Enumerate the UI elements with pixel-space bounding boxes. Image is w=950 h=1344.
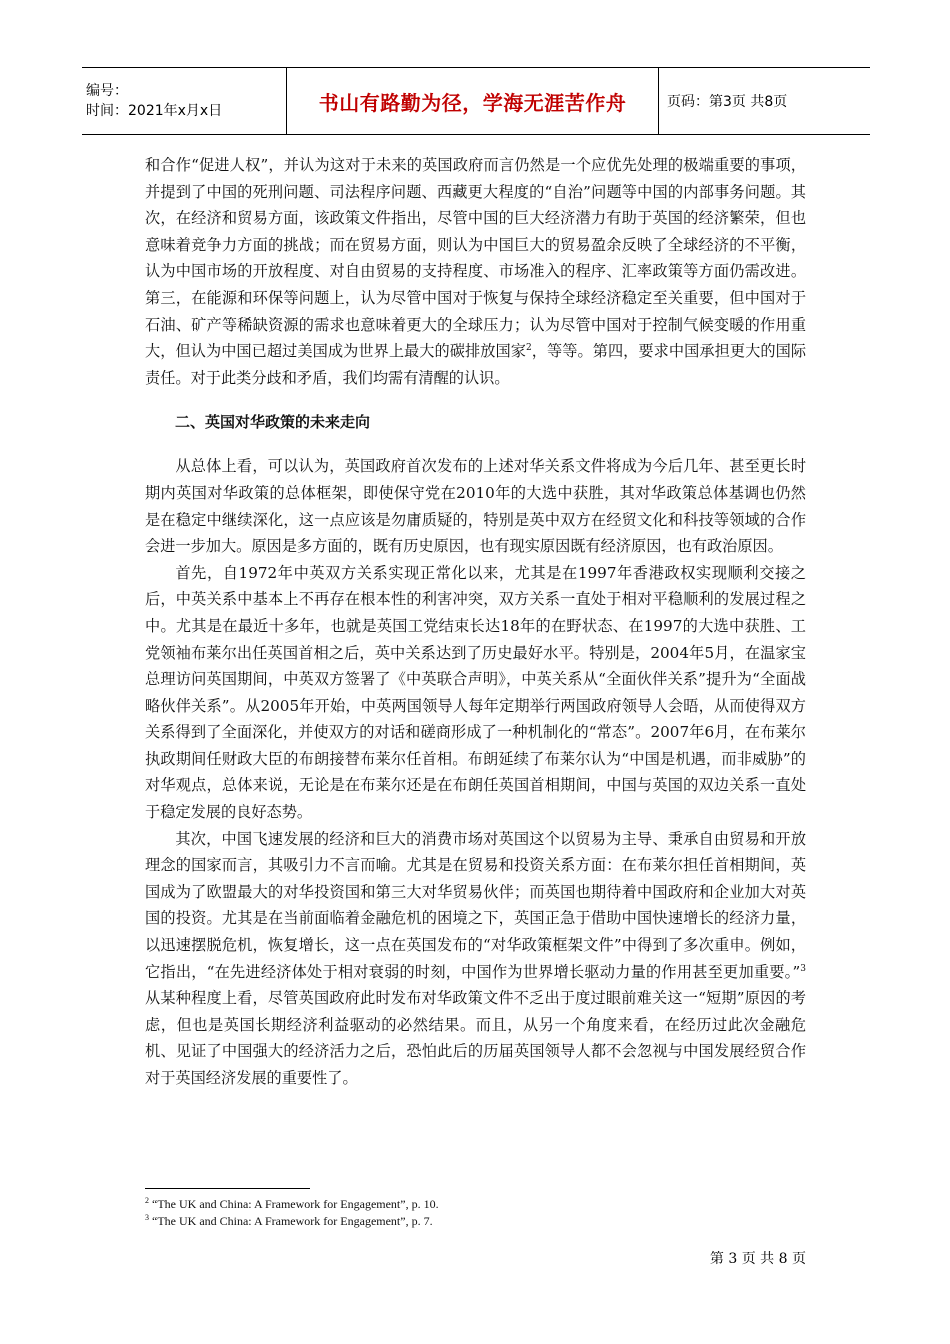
header-meta xyxy=(82,68,287,135)
footnote-mark: 3 xyxy=(145,1213,149,1222)
header-motto: 书山有路勤为径，学海无涯苦作舟 xyxy=(318,90,627,115)
header-page-cell xyxy=(659,68,871,135)
section-heading: 二、英国对华政策的未来走向 xyxy=(175,413,371,432)
serial-number-label: 编号： xyxy=(86,83,128,99)
paragraph-text: 从某种程度上看，尽管英国政府此时发布对华政策文件不乏出于度过眼前难关这一“短期”原因的考虑，但也是英国长期经济利益驱动的必然结果。而且，从另一个角度来看，在经历过此次金融危机、见证了中国强大的经济活力之后，恐怕此后的历届英国领导人都不会忽视与中国发展经贸合作对于英国经济发展的重要性了。 xyxy=(145,989,806,1087)
footnote-text: “The UK and China: A Framework for Engagement”, p. 7. xyxy=(152,1214,433,1228)
footnote-mark: 2 xyxy=(145,1196,149,1205)
paragraph: 首先，自1972年中英双方关系实现正常化以来，尤其是在1997年香港政权实现顺利交接之后，中英关系中基本上不再存在根本性的利害冲突，双方关系一直处于相对平稳顺利的发展过程之中。尤其是在最近十多年，也就是英国工党结束长达18年的在野状态、在1997的大选中获胜、工党领袖布莱尔出任英国首相之后，英中关系达到了历史最好水平。特别是，2004年5月，在温家宝总理访问英国期间，中英双方签署了《中英联合声明》，中英关系从“全面伙伴关系”提升为“全面战略伙伴关系”。从2005年开始，中英两国领导人每年定期举行两国政府领导人会晤，从而使得双方关系得到了全面深化，并使双方的对话和磋商形成了一种机制化的“常态”。2007年6月，在布莱尔执政期间任财政大臣的布朗接替布莱尔任首相。布朗延续了布莱尔认为“中国是机遇，而非威胁”的对华观点，总体来说，无论是在布莱尔还是在布朗任英国首相期间，中国与英国的双边关系一直处于稳定发展的良好态势。 xyxy=(145,563,806,822)
header-page-info: 页码：第3页 共8页 xyxy=(667,94,788,110)
footnote-divider xyxy=(145,1188,310,1189)
paragraph-text: 其次，中国飞速发展的经济和巨大的消费市场对英国这个以贸易为主导、秉承自由贸易和开放理念的国家而言，其吸引力不言而喻。尤其是在贸易和投资关系方面：在布莱尔担任首相期间，英国成为了欧盟最大的对华投资国和第三大对华贸易伙伴；而英国也期待着中国政府和企业加大对英国的投资。尤其是在当前面临着金融危机的困境之下，英国正急于借助中国快速增长的经济力量，以迅速摆脱危机，恢复增长，这一点在英国发布的“对华政策框架文件”中得到了多次重申。例如，它指出，“在先进经济体处于相对衰弱的时刻，中国作为世界增长驱动力量的作用甚至更加重要。” xyxy=(145,829,806,981)
page-header xyxy=(82,67,870,135)
footnotes xyxy=(145,1196,805,1230)
paragraph-text: 和合作“促进人权”，并认为这对于未来的英国政府而言仍然是一个应优先处理的极端重要的事项，并提到了中国的死刑问题、司法程序问题、西藏更大程度的“自治”问题等中国的内部事务问题。其次，在经济和贸易方面，该政策文件指出，尽管中国的巨大经济潜力有助于英国的经济繁荣，但也意味着竞争力方面的挑战；而在贸易方面，则认为中国巨大的贸易盈余反映了全球经济的不平衡，认为中国市场的开放程度、对自由贸易的支持程度、市场准入的程序、汇率政策等方面仍需改进。第三，在能源和环保等问题上，认为尽管中国对于恢复与保持全球经济稳定至关重要，但中国对于石油、矿产等稀缺资源的需求也意味着更大的全球压力；认为尽管中国对于控制气候变暖的作用重大，但认为中国已超过美国成为世界上最大的碳排放国家 xyxy=(145,156,806,361)
footnote-reference[interactable]: 3 xyxy=(800,963,806,974)
footnote-text: “The UK and China: A Framework for Engagement”, p. 10. xyxy=(152,1197,439,1211)
document-body xyxy=(145,152,806,1092)
paragraph xyxy=(145,152,806,391)
date-label: 时间：2021年x月x日 xyxy=(86,103,223,119)
paragraph-text: ，等等。第四，要求中国承担更大的国际责任。对于此类分歧和矛盾，我们均需有清醒的认识。 xyxy=(145,342,807,387)
paragraph xyxy=(145,826,806,1092)
header-motto-cell xyxy=(287,68,659,135)
page-footer: 第 3 页 共 8 页 xyxy=(709,1251,806,1267)
footnote-reference[interactable]: 2 xyxy=(525,343,532,354)
footnote xyxy=(145,1196,805,1213)
paragraph: 从总体上看，可以认为，英国政府首次发布的上述对华关系文件将成为今后几年、甚至更长时期内英国对华政策的总体框架，即使保守党在2010年的大选中获胜，其对华政策总体基调也仍然是在稳定中继续深化，这一点应该是勿庸质疑的，特别是英中双方在经贸文化和科技等领域的合作会进一步加大。原因是多方面的，既有历史原因，也有现实原因既有经济原因，也有政治原因。 xyxy=(145,457,806,556)
footnote xyxy=(145,1213,805,1230)
